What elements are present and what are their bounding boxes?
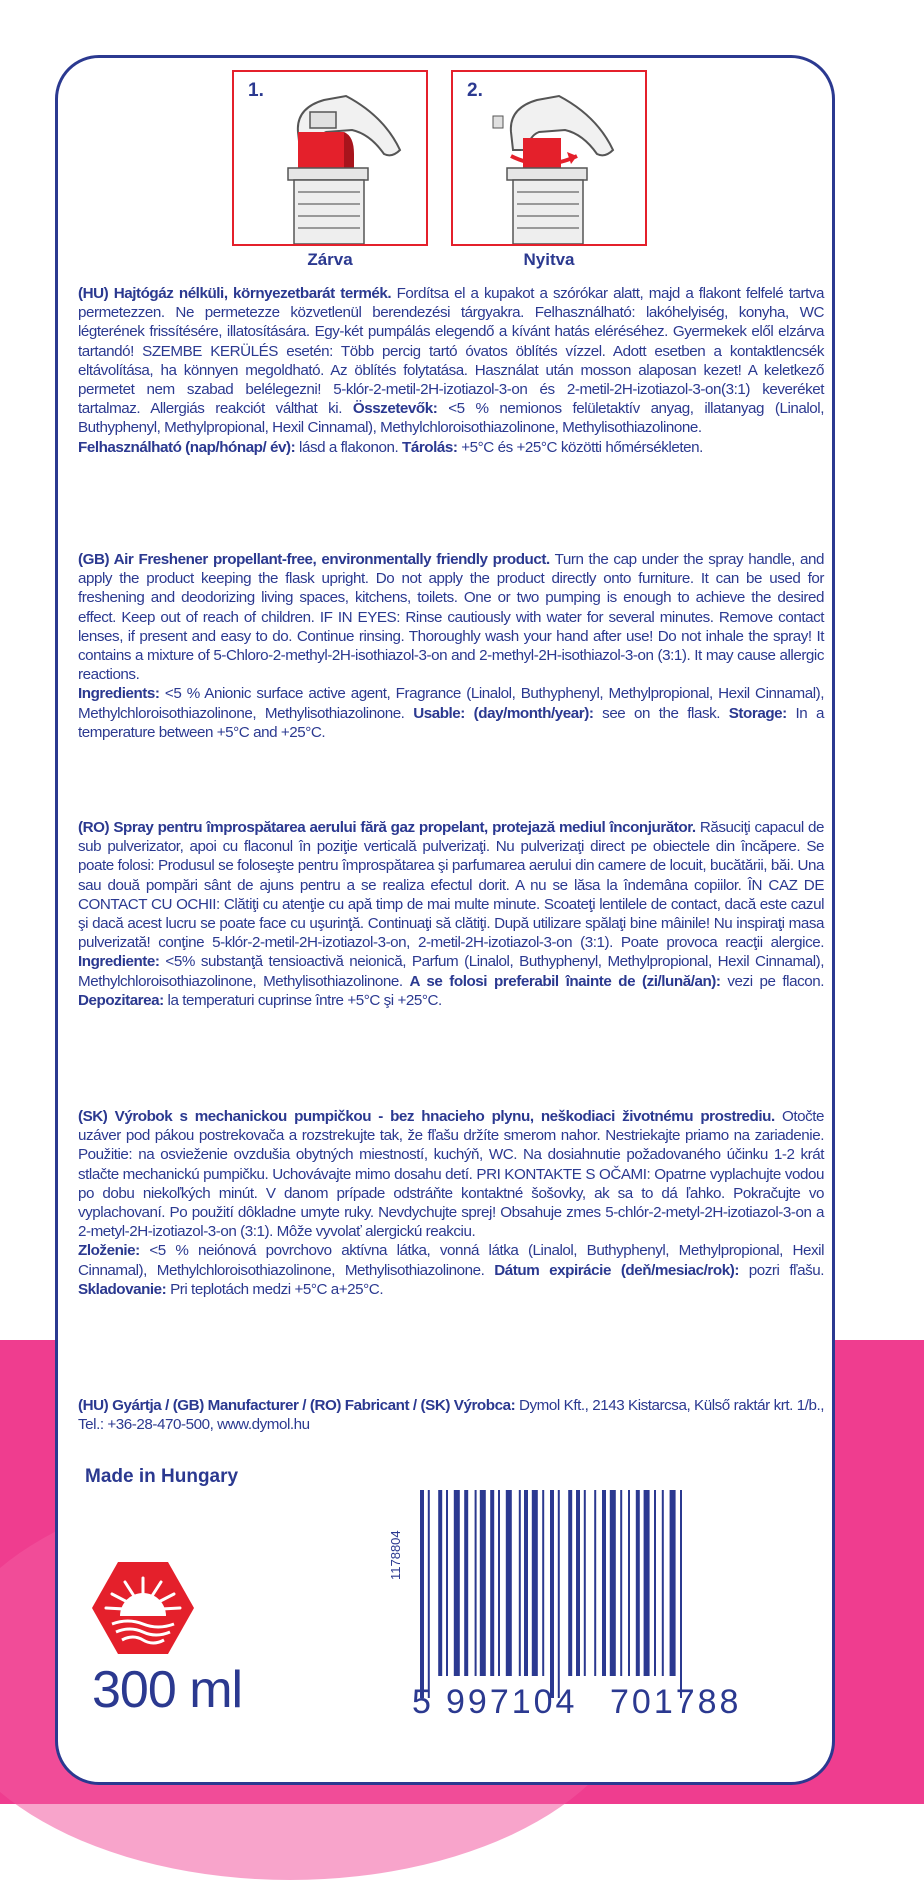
section-sk-ingredients-label: Zloženie: [78,1242,140,1260]
step-number: 1. [248,80,264,101]
barcode-bar [576,1490,580,1676]
section-ro-ingredients-label: Ingrediente: [78,953,160,971]
section-ro-storage: la temperaturi cuprinse între +5°C şi +25°C. [163,991,442,1009]
barcode-bar [524,1490,528,1676]
section-hu-usable-label: Felhasználható (nap/hónap/ év): [78,438,296,456]
barcode-bar [498,1490,500,1676]
barcode-bar [558,1490,560,1698]
barcode-bar [438,1490,442,1676]
section-hu-storage-label: Tárolás: [402,438,458,456]
section-gb-heading: (GB) Air Freshener propellant-free, environmentally friendly product. [78,551,550,568]
spray-nozzle-open-icon [453,72,645,244]
barcode-bar [506,1490,512,1676]
barcode-bar [532,1490,538,1676]
manufacturer-info [78,1396,824,1434]
volume-label: 300 ml [92,1661,243,1719]
section-gb-body: Turn the cap under the spray handle, and apply the product keeping the flask upright. Do not apply the product directly onto furniture. It can be used for freshening and deodorizing living spaces, kitchens, toilets. One or two pumping is enough to achieve the desired effect. Keep out of reach of children. IF IN EYES: Rinse cautiously with water for several minutes. Remove contact lenses, if present and easy to do. Continue rinsing. Thoroughly wash your hand after use! Do not inhale the spray! It contains a mixture of 5-Chloro-2-methyl-2H-isothiazol-3-on and 2-methyl-2H-isothiazol-3-on (3:1). It may cause allergic reactions. [78,551,824,684]
step-number: 2. [467,80,483,101]
section-gb-usable-label: Usable: (day/month/year): [413,704,594,722]
section-sk-body: Otočte uzáver pod pákou postrekovača a rozstrekujte tak, že fľašu držíte smerom nahor. Nestriekajte priamo na zariadenie. Použitie: na osvieženie ovzdušia obytných miestností, kuchýň, WC. Na dosiahnutie požadovaného účinku 1-2 krát stlačte mechanickú pumpičku. Uchovávajte mimo dosahu detí. PRI KONTAKTE S OČAMI: Opatrne vyplachujte vodou po dobu niekoľkých minút. V danom prípade odstráňte kontaktné šošovky, ak sa to dá ľahko. Pokračujte vo vyplachovaní. Po použití dôkladne umyte ruky. Nevdychujte sprej! Obsahuje zmes 5-chlór-2-metyl-2H-izotiazol-3-on a 2-metyl-2H-izotiazol-3-on (3:1). Môže vyvolať alergickú reakciu. [78,1108,825,1241]
barcode-bar [464,1490,468,1676]
section-sk-heading: (SK) Výrobok s mechanickou pumpičkou - bez hnacieho plynu, neškodiaci životnému prostrediu. [78,1108,775,1125]
section-sk-usable: pozri fľašu. [738,1261,824,1279]
made-in-hungary: Made in Hungary [85,1466,239,1487]
section-ro-usable-label: A se folosi preferabil înainte de (zi/lună/an): [409,972,721,990]
barcode-bar [428,1490,430,1698]
section-hu-ingredients-label: Összetevők: [352,400,438,418]
section-sk-usable-label: Dátum expirácie (deň/mesiac/rok): [494,1261,739,1279]
barcode-bar [610,1490,616,1676]
section-hu-ingredients: <5 % nemionos felületaktív anyag, illatanyag (Linalol, Buthyphenyl, Methylpropional, Hexil Cinnamal), Methylchloroisothiazolinone, Methylisothiazolinone. [78,400,824,437]
barcode-bar [602,1490,606,1676]
section-gb-ingredients: <5 % Anionic surface active agent, Fragrance (Linalol, Buthyphenyl, Methylpropional, Hexil Cinnamal), Methylchloroisothiazolinone, Methylisothiazolinone. [78,685,824,722]
section-hu-heading: (HU) Hajtógáz nélküli, környezetbarát termék. [78,285,392,302]
barcode-bar [490,1490,494,1676]
spray-nozzle-closed-icon [234,72,426,244]
section-ro-storage-label: Depozitarea: [78,991,164,1009]
step-open-panel [451,70,647,246]
barcode-bar [519,1490,521,1676]
manufacturer-label: (HU) Gyártja / (GB) Manufacturer / (RO) Fabricant / (SK) Výrobca: [78,1397,516,1414]
barcode-bar [594,1490,596,1676]
barcode-bar [662,1490,664,1676]
section-ro-ingredients: <5% substanţă tensioactivă neionică, Parfum (Linalol, Buthyphenyl, Methylpropional, Hexil Cinnamal), Methylchloroisothiazolinone, Methylisothiazolinone. [78,953,824,990]
section-gb-ingredients-label: Ingredients: [78,685,160,703]
section-sk [78,1107,824,1299]
section-ro-usable: vezi pe flacon. [720,972,825,990]
sun-logo-icon [90,1560,196,1656]
section-gb [78,550,824,742]
section-ro-body: Răsuciţi capacul de sub pulverizator, apoi cu flaconul în poziţie verticală pulverizaţi. Nu pulverizaţi direct pe obiectele din încăpere. Se poate folosi: Produsul se foloseşte pentru împrospătarea şi parfumarea aerului din camere de locuit, bucătării, băi. Una sau două pompări sânt de ajuns pentru a se realiza efectul dorit. A nu se lăsa la îndemâna copiilor. ÎN CAZ DE CONTACT CU OCHII: Clătiţi cu atenţie cu apă timp de mai multe minute. Scoateţi lentilele de contact, dacă este cazul şi dacă acest lucru se poate face cu uşurinţă. Continuaţi să clătiţi. După utilizare spălaţi bine mâinile! Nu inspiraţi masa pulverizată! conţine 5-klór-2-metil-2H-izotiazol-3-on, 2-metil-2H-izotiazol-3-on (3:1). Poate provoca reacţii alergice. [78,819,824,952]
barcode-left-group: 997104 [446,1683,578,1721]
section-gb-storage-label: Storage: [728,704,787,722]
barcode-bar [550,1490,554,1698]
section-sk-storage-label: Skladovanie: [78,1280,167,1298]
section-gb-usable: see on the flask. [593,704,729,722]
section-gb-storage: In a temperature between +5°C and +25°C. [78,704,824,741]
barcode-bar [475,1490,477,1676]
section-hu-body: Fordítsa el a kupakot a szórókar alatt, majd a flakont felfelé tartva permetezzen. Ne permetezze közvetlenül berendezési tárgyakra. Felhasználható: lakóhelyiség, konyha, WC légterének frissítésére, illatosítására. Egy-két pumpálás elegendő a kívánt hatás eléréséhez. Gyermekek elől elzárva tartandó! SZEMBE KERÜLÉS esetén: Több percig tartó óvatos öblítés vízzel. Adott esetben a kontaktlencsék eltávolítása, ha könnyen megoldható. Az öblítés folytatása. Használat után mosson alaposan kezet! A keletkező permetet nem szabad belélegezni! 5-klór-2-metil-2H-izotiazol-3-on és 2-metil-2H-izotiazol-3-on(3:1) keveréket tartalmaz. Allergiás reakciót válthat ki. [78,285,824,418]
barcode-bar [628,1490,630,1676]
barcode-right-group: 701788 [610,1683,742,1721]
step-open-caption: Nyitva [523,250,575,269]
barcode-bar [644,1490,650,1676]
section-hu-storage: +5°C és +25°C közötti hőmérsékleten. [457,438,703,456]
section-sk-storage: Pri teplotách medzi +5°C a+25°C. [166,1280,384,1298]
manufacturer-address: Dymol Kft., 2143 Kistarcsa, Külső raktár krt. 1/b., Tel.: +36-28-470-500, www.dymol.hu [78,1397,824,1434]
step-closed-panel [232,70,428,246]
barcode-bar [446,1490,448,1676]
barcode-bar [542,1490,544,1676]
barcode-bar [568,1490,572,1676]
section-ro-heading: (RO) Spray pentru împrospătarea aerului fără gaz propelant, protejază mediul înconjurător. [78,819,696,836]
section-hu [78,284,824,457]
barcode-bar [420,1490,424,1698]
barcode-image [414,1490,794,1698]
section-sk-ingredients: <5 % neiónová povrchovo aktívna látka, vonná látka (Linalol, Buthyphenyl, Methylpropional, Hexil Cinnamal), Methylchloroisothiazolinone, Methylisothiazolinone. [78,1242,824,1279]
barcode-bar [636,1490,640,1676]
barcode-bar [620,1490,622,1676]
section-ro [78,818,824,1010]
barcode-bar [584,1490,586,1676]
barcode-first-digit: 5 [412,1683,434,1721]
step-closed-caption: Zárva [307,250,353,269]
barcode-bar [454,1490,460,1676]
barcode-bar [680,1490,682,1698]
barcode-bar [654,1490,656,1676]
barcode-bar [480,1490,486,1676]
barcode-bar [670,1490,676,1676]
article-code: 1178804 [388,1530,403,1580]
section-hu-usable: lásd a flakonon. [295,438,402,456]
